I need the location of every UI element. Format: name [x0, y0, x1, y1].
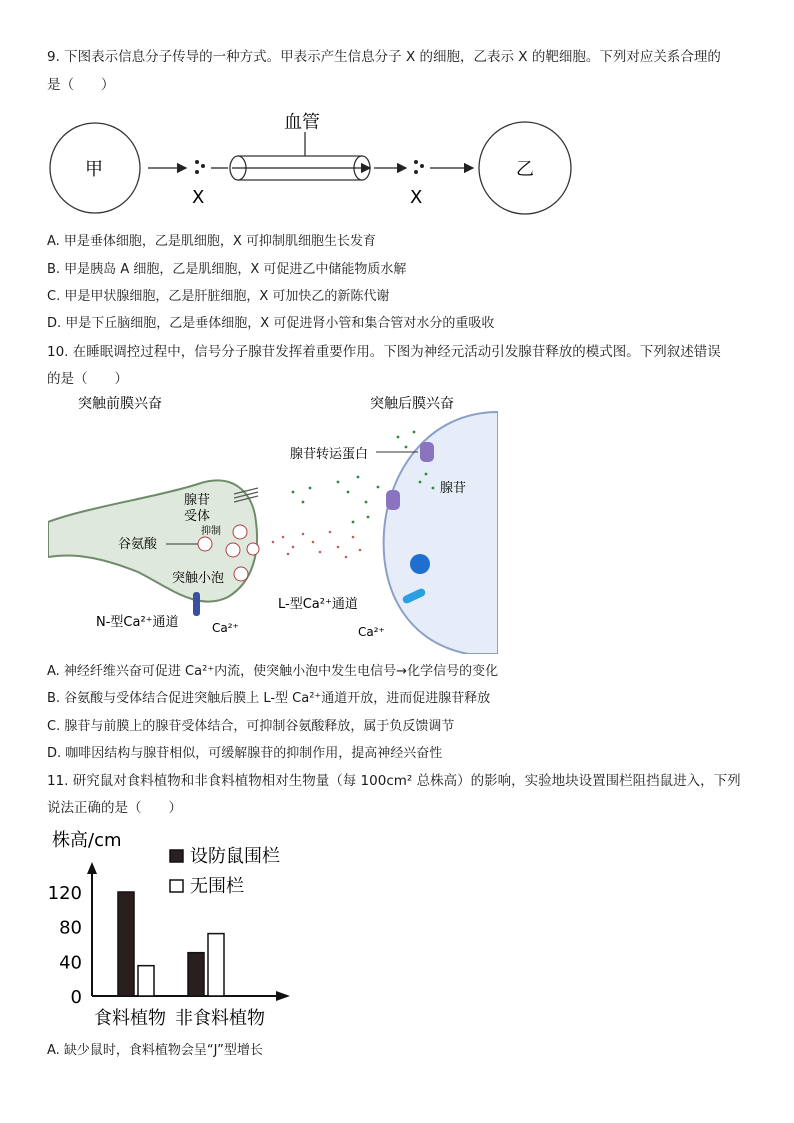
inhibit-label: 抑制 [201, 526, 221, 537]
bar [188, 953, 204, 996]
q10-option-b: B. 谷氨酸与受体结合促进突触后膜上 L-型 Ca²⁺通道开放，进而促进腺苷释放 [47, 691, 491, 706]
q9-option-c: C. 甲是甲状腺细胞，乙是肝脏细胞，X 可加快乙的新陈代谢 [47, 289, 390, 304]
pre-label: 突触前膜兴奋 [78, 396, 162, 412]
l-channel-label: L-型Ca²⁺通道 [278, 597, 358, 612]
q9-stem-line1: 9. 下图表示信息分子传导的一种方式。甲表示产生信息分子 X 的细胞，乙表示 X 的靶细胞。下列对应关系合理的 [47, 49, 721, 65]
nucleus [410, 554, 430, 574]
q10-stem-line2: 的是（ ） [47, 371, 128, 387]
post-label: 突触后膜兴奋 [370, 396, 454, 412]
q10-option-a: A. 神经纤维兴奋可促进 Ca²⁺内流，使突触小泡中发生电信号→化学信号的变化 [47, 664, 499, 679]
bar [138, 966, 154, 996]
vessel-label: 血管 [284, 112, 320, 133]
ca-left-label: Ca²⁺ [212, 621, 239, 635]
y-tick-label: 0 [70, 987, 82, 1008]
y-tick-label: 80 [59, 917, 82, 939]
q11-bar-chart [40, 824, 310, 1034]
transporter-label: 腺苷转运蛋白 [290, 447, 369, 462]
legend-label: 设防鼠围栏 [190, 846, 280, 867]
n-channel-label: N-型Ca²⁺通道 [96, 615, 179, 630]
q11-option-a: A. 缺少鼠时，食料植物会呈“J”型增长 [47, 1043, 263, 1058]
y-tick-label: 40 [59, 952, 82, 974]
molecule-x-right: X [410, 187, 423, 208]
vesicle-label: 突触小泡 [172, 571, 225, 586]
legend-swatch [170, 880, 183, 892]
q9-stem-line2: 是（ ） [47, 77, 115, 93]
bar [208, 934, 224, 996]
q11-stem-line1: 11. 研究鼠对食料植物和非食料植物相对生物量（每 100cm² 总株高）的影响，实验地块设置围栏阻挡鼠进入，下列 [47, 773, 741, 789]
q9-option-b: B. 甲是胰岛 A 细胞，乙是肌细胞，X 可促进乙中储能物质水解 [47, 262, 407, 277]
receptor-label-1: 腺苷 [184, 493, 211, 508]
q10-option-c: C. 腺苷与前膜上的腺苷受体结合，可抑制谷氨酸释放，属于负反馈调节 [47, 719, 455, 734]
ca-right-label: Ca²⁺ [358, 625, 385, 639]
cell-yi-label: 乙 [516, 159, 534, 180]
q10-synapse-figure [48, 392, 498, 654]
postsynaptic-cell [384, 412, 498, 654]
bar [118, 892, 134, 996]
x-category-label: 非食料植物 [175, 1008, 265, 1029]
q10-stem-line1: 10. 在睡眠调控过程中，信号分子腺苷发挥着重要作用。下图为神经元活动引发腺苷释放的模式图。下列叙述错误 [47, 344, 721, 360]
cell-jia-label: 甲 [85, 159, 103, 180]
glutamate-label: 谷氨酸 [118, 537, 158, 552]
legend-label: 无围栏 [190, 876, 244, 897]
q9-option-d: D. 甲是下丘脑细胞，乙是垂体细胞，X 可促进肾小管和集合管对水分的重吸收 [47, 316, 495, 331]
adenosine-label: 腺苷 [440, 481, 467, 496]
q10-option-d: D. 咖啡因结构与腺苷相似，可缓解腺苷的抑制作用，提高神经兴奋性 [47, 746, 443, 761]
x-category-label: 食料植物 [94, 1008, 166, 1029]
molecule-x-left: X [192, 187, 205, 208]
q9-option-a: A. 甲是垂体细胞，乙是肌细胞，X 可抑制肌细胞生长发育 [47, 234, 376, 249]
legend-swatch [170, 850, 183, 862]
y-axis-label: 株高/cm [52, 830, 122, 851]
y-tick-label: 120 [47, 883, 82, 904]
receptor-label-2: 受体 [184, 509, 211, 524]
q9-figure [40, 100, 600, 220]
q11-stem-line2: 说法正确的是（ ） [47, 800, 182, 816]
